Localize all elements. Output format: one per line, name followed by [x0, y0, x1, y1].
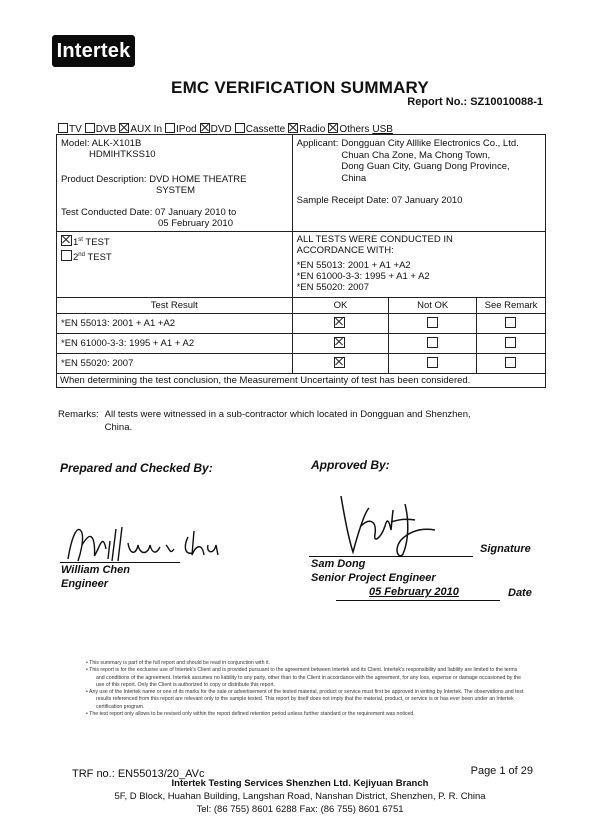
- summary-table: [56, 134, 546, 388]
- sam-dong-signature: [335, 490, 455, 560]
- checkbox-icon: [61, 235, 72, 246]
- results-header-row: [57, 298, 546, 314]
- applicant-line: China: [341, 172, 367, 184]
- checkbox-icon: [61, 250, 72, 261]
- not-ok-checkbox[interactable]: [427, 337, 438, 348]
- test-date-label: Test Conducted Date:: [61, 207, 153, 218]
- date-label: Date: [508, 587, 532, 599]
- product-info-cell: [57, 135, 293, 232]
- sample-receipt-date: Sample Receipt Date: 07 January 2010: [296, 195, 463, 206]
- date-line: [336, 600, 500, 601]
- category-others[interactable]: Others: [328, 123, 369, 135]
- standard-item: *EN 55020: 2007: [296, 282, 369, 293]
- ok-checkbox[interactable]: [334, 317, 345, 328]
- uncertainty-note: When determining the test conclusion, the Measurement Uncertainty of test has been considered.: [57, 374, 546, 388]
- approved-signature-line: [309, 556, 473, 557]
- not-ok-checkbox[interactable]: [427, 357, 438, 368]
- remarks-label: Remarks:: [58, 409, 99, 420]
- remarks-text: China.: [104, 422, 133, 433]
- standard-item: *EN 61000-3-3: 1995 + A1 + A2: [296, 271, 430, 282]
- checkbox-icon: [58, 123, 68, 133]
- model-label: Model:: [61, 138, 90, 149]
- category-radio[interactable]: Radio: [288, 123, 325, 135]
- second-test-option[interactable]: 2nd TEST: [61, 249, 288, 264]
- standard-item: *EN 55013: 2001 + A1 +A2: [296, 260, 411, 271]
- trf-number: TRF no.: EN55013/20_AVc: [72, 768, 205, 780]
- product-label: Product Description:: [61, 174, 147, 185]
- footer-company: Intertek Testing Services Shenzhen Ltd. Kejiyuan Branch: [171, 778, 429, 789]
- remark-checkbox[interactable]: [505, 317, 516, 328]
- page-number: Page 1 of 29: [470, 765, 533, 777]
- table-row: [57, 314, 546, 334]
- ok-checkbox[interactable]: [334, 357, 345, 368]
- test-round-cell: [57, 232, 293, 298]
- checkbox-icon: [119, 123, 129, 133]
- prepared-by-label: Prepared and Checked By:: [60, 461, 213, 475]
- product-value-2: SYSTEM: [156, 185, 196, 196]
- remark-checkbox[interactable]: [505, 357, 516, 368]
- remarks-section: [58, 408, 538, 434]
- table-row: [57, 334, 546, 354]
- approved-title: Senior Project Engineer: [311, 572, 436, 584]
- report-number: Report No.: SZ10010088-1: [407, 96, 543, 108]
- approved-date: 05 February 2010: [369, 586, 459, 598]
- checkbox-icon: [235, 123, 245, 133]
- category-tv[interactable]: TV: [58, 123, 82, 135]
- fine-print: [88, 660, 526, 718]
- category-others-value: USB: [372, 123, 393, 135]
- product-value-1: DVD HOME THEATRE: [149, 174, 247, 185]
- footer-contact: Tel: (86 755) 8601 6288 Fax: (86 755) 8601 6751: [196, 804, 404, 815]
- not-ok-checkbox[interactable]: [427, 317, 438, 328]
- conducted-heading: ACCORDANCE WITH:: [296, 245, 394, 256]
- applicant-label: Applicant:: [296, 138, 339, 149]
- result-standard-name: *EN 55020: 2007: [57, 354, 293, 374]
- logo-text: Intertek: [56, 40, 131, 62]
- info-row: [57, 135, 546, 232]
- fine-print-item: • The test report only allows to be revised only within the report defined retention period unless further standard or the requirement was noticed.: [96, 711, 526, 718]
- standards-cell: [292, 232, 545, 298]
- approved-by-label: Approved By:: [311, 458, 390, 472]
- uncertainty-note-row: [57, 374, 546, 388]
- prepared-title: Engineer: [61, 578, 109, 590]
- category-dvb[interactable]: DVB: [85, 123, 117, 135]
- remarks-text: All tests were witnessed in a sub-contractor which located in Dongguan and Shenzhen,: [104, 409, 471, 420]
- applicant-line: Chuan Cha Zone, Ma Chong Town,: [341, 149, 491, 161]
- remark-checkbox[interactable]: [505, 337, 516, 348]
- test-selection-row: [57, 232, 546, 298]
- test-date-value-2: 05 February 2010: [158, 218, 233, 229]
- category-dvd[interactable]: DVD: [200, 123, 232, 135]
- fine-print-item: • Any use of the Intertek name or one of its marks for the sale or advertisement of the tested material, product or service must first be approved in writing by Intertek. The observations and test results referenced from this report are relevant only to the sample tested. This report by itself does not imply that the material, product, or service is or has ever been under an Intertek certification program.: [96, 689, 526, 711]
- table-row: [57, 354, 546, 374]
- model-value-2: HDMIHTKSS10: [89, 149, 156, 160]
- result-standard-name: *EN 61000-3-3: 1995 + A1 + A2: [57, 334, 293, 354]
- test-date-value-1: 07 January 2010 to: [155, 207, 237, 218]
- checkbox-icon: [200, 123, 210, 133]
- william-chen-signature: [58, 515, 228, 567]
- fine-print-item: • This summary is part of the full report and should be read in conjunction with it.: [96, 660, 526, 667]
- signature-label: Signature: [480, 543, 531, 555]
- footer-address: 5F, D Block, Huahan Building, Langshan Road, Nanshan District, Shenzhen, P. R. China: [114, 791, 486, 802]
- prepared-signature-line: [60, 562, 180, 563]
- fine-print-item: • This report is for the exclusive use of Intertek's Client and is provided pursuant to the agreement between Intertek and its Client. Intertek's responsibility and liability are limited to the terms and conditions of the agreement. Intertek assumes no liability to any party, other than to the Client in accordance with the agreement, for any loss, expense or damage occasioned by the use of this report. Only the Client is authorized to copy or distribute this report.: [96, 667, 526, 689]
- category-aux-in[interactable]: AUX In: [119, 123, 162, 135]
- checkbox-icon: [328, 123, 338, 133]
- col-header-not-ok: Not OK: [389, 298, 477, 314]
- result-standard-name: *EN 55013: 2001 + A1 +A2: [57, 314, 293, 334]
- col-header-ok: OK: [292, 298, 389, 314]
- checkbox-icon: [85, 123, 95, 133]
- applicant-line: Dongguan City Alllike Electronics Co., Ltd.: [341, 138, 519, 149]
- checkbox-icon: [288, 123, 298, 133]
- approved-name: Sam Dong: [311, 558, 366, 570]
- model-value-1: ALK-X101B: [91, 138, 142, 149]
- prepared-name: William Chen: [61, 564, 130, 576]
- category-cassette[interactable]: Cassette: [235, 123, 285, 135]
- intertek-logo: [52, 35, 135, 67]
- category-ipod[interactable]: IPod: [165, 123, 197, 135]
- col-header-see-remark: See Remark: [477, 298, 546, 314]
- applicant-line: Dong Guan City, Guang Dong Province,: [341, 161, 510, 172]
- first-test-option[interactable]: 1st TEST: [61, 234, 288, 249]
- conducted-heading: ALL TESTS WERE CONDUCTED IN: [296, 234, 453, 245]
- ok-checkbox[interactable]: [334, 337, 345, 348]
- col-header-test-result: Test Result: [57, 298, 293, 314]
- page-title: EMC VERIFICATION SUMMARY: [171, 78, 429, 97]
- checkbox-icon: [165, 123, 175, 133]
- applicant-cell: [292, 135, 545, 232]
